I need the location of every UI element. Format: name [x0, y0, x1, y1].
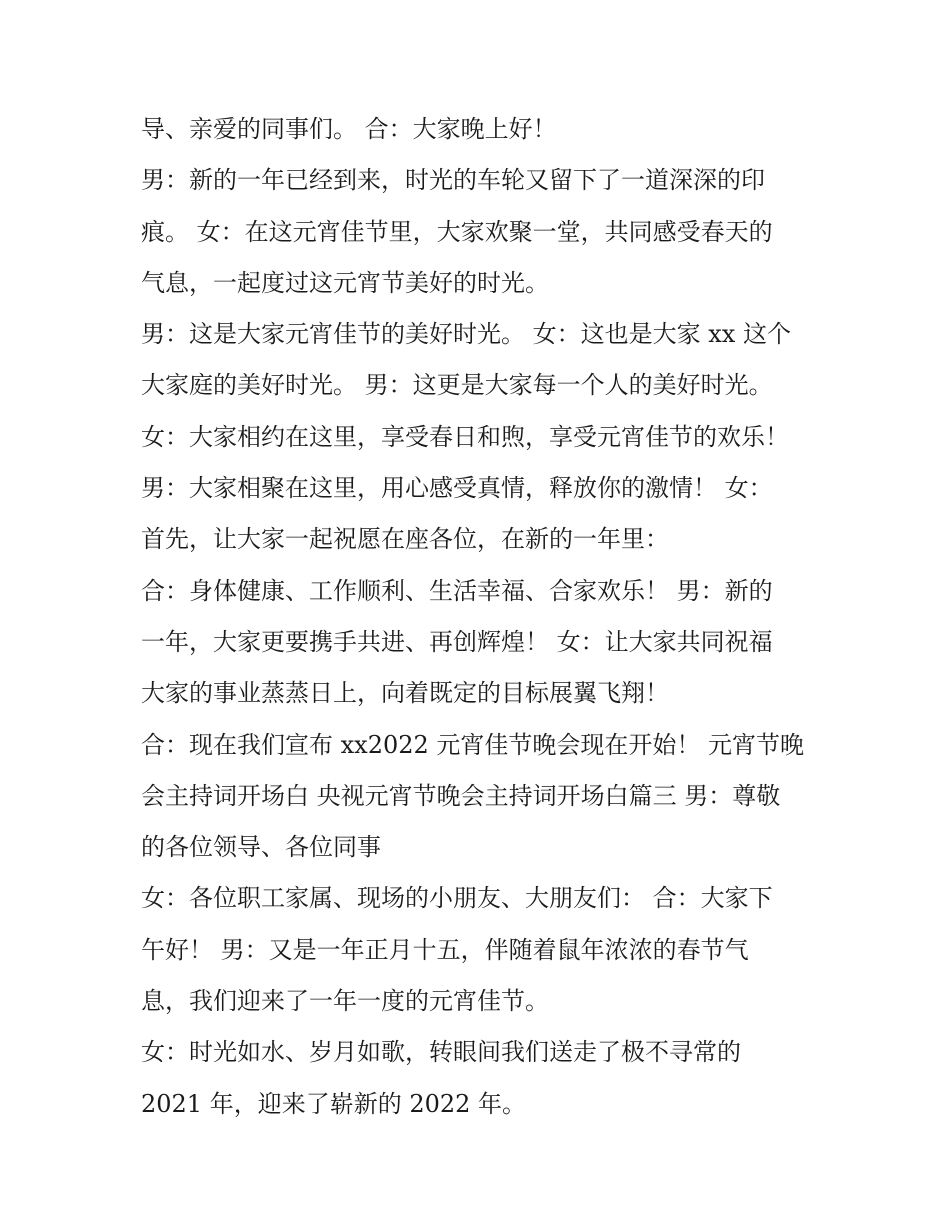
text-line: 首先，让大家一起祝愿在座各位，在新的一年里： [141, 525, 669, 554]
text-line: 午好！ 男：又是一年正月十五，伴随着鼠年浓浓的春节气 [141, 935, 749, 964]
text-line: 一年，大家更要携手共进、再创辉煌！ 女：让大家共同祝福 [141, 627, 773, 656]
text-line: 导、亲爱的同事们。 合：大家晚上好！ [141, 115, 557, 143]
text-line: 男：这是大家元宵佳节的美好时光。 女：这也是大家 xx 这个 [141, 320, 791, 349]
text-line: 息，我们迎来了一年一度的元宵佳节。 [141, 987, 549, 1016]
text-line: 会主持词开场白 央视元宵节晚会主持词开场白篇三 男：尊敬 [141, 781, 781, 810]
text-line: 男：大家相聚在这里，用心感受真情，释放你的激情！ 女： [141, 474, 773, 503]
text-line: 气息，一起度过这元宵节美好的时光。 [141, 268, 549, 297]
text-line: 痕。 女：在这元宵佳节里，大家欢聚一堂，共同感受春天的 [141, 217, 773, 246]
text-line: 合：现在我们宣布 xx2022 元宵佳节晚会现在开始！ 元宵节晚 [141, 730, 805, 759]
text-line: 女：时光如水、岁月如歌，转眼间我们送走了极不寻常的 [141, 1038, 741, 1067]
text-line: 2021 年，迎来了崭新的 2022 年。 [141, 1089, 527, 1118]
text-line: 合：身体健康、工作顺利、生活幸福、合家欢乐！ 男：新的 [141, 576, 773, 605]
text-line: 大家的事业蒸蒸日上，向着既定的目标展翼飞翔！ [141, 679, 669, 708]
text-line: 女：大家相约在这里，享受春日和煦，享受元宵佳节的欢乐！ [141, 422, 789, 451]
text-line: 女：各位职工家属、现场的小朋友、大朋友们： 合：大家下 [141, 884, 773, 913]
document-body [141, 104, 813, 1130]
text-line: 的各位领导、各位同事 [141, 833, 381, 862]
text-line: 大家庭的美好时光。 男：这更是大家每一个人的美好时光。 [141, 371, 773, 400]
text-line: 男：新的一年已经到来，时光的车轮又留下了一道深深的印 [141, 166, 765, 195]
